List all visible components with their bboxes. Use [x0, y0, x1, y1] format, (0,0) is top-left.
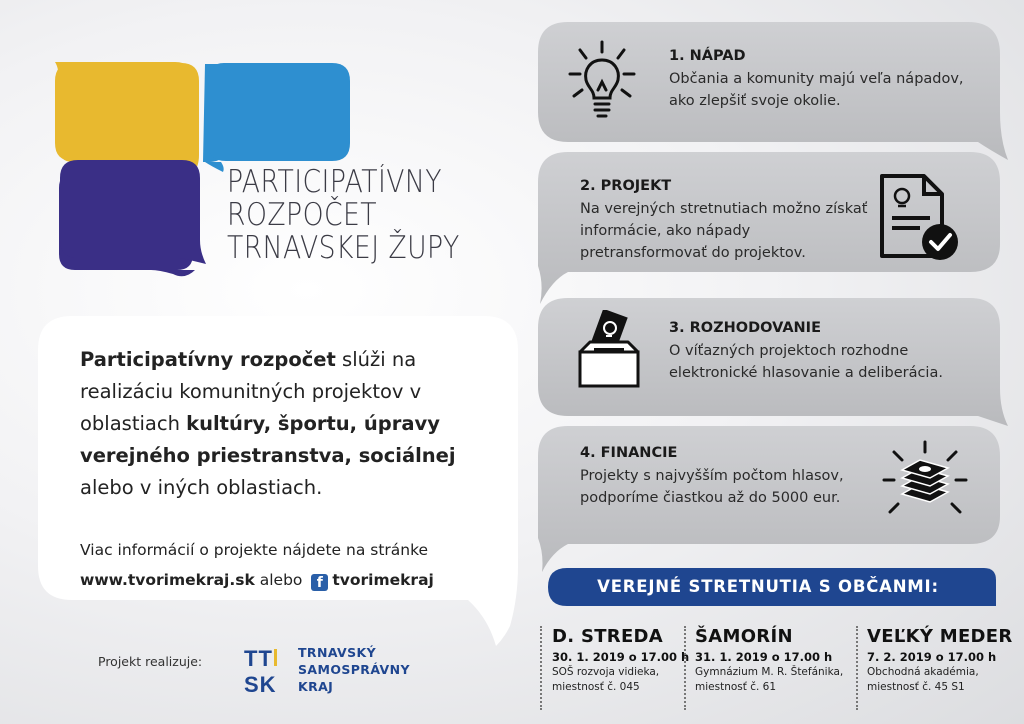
meeting-dunajska-streda: [552, 626, 702, 695]
step-projekt: [580, 178, 870, 264]
info-paragraph: [80, 344, 480, 504]
meeting-3-place-line-2: miestnosť č. 45 S1: [867, 681, 965, 693]
logo-navy-bubble: [60, 160, 210, 270]
meeting-divider: [856, 626, 858, 710]
logo-title-line-2: ROZPOČET: [227, 197, 378, 233]
meeting-1-place-line-2: miestnosť č. 045: [552, 681, 640, 693]
money-stack-icon: [880, 440, 970, 520]
meeting-2-city: ŠAMORÍN: [695, 626, 793, 647]
svg-text:TT: TT: [244, 646, 273, 671]
logo-yellow-bubble: [55, 63, 205, 173]
more-info-line: Viac informácií o projekte nájdete na stránke: [80, 541, 429, 559]
svg-text:SK: SK: [244, 672, 277, 696]
website-link[interactable]: www.tvorimekraj.sk: [80, 571, 255, 589]
meeting-divider: [684, 626, 686, 710]
info-highlight-title: Participatívny rozpočet: [80, 348, 336, 371]
meeting-1-city: D. STREDA: [552, 626, 664, 647]
meeting-3-date: 7. 2. 2019 o 17.00 h: [867, 650, 997, 664]
meeting-divider: [540, 626, 542, 710]
step-4-title: 4. FINANCIE: [580, 445, 678, 461]
more-info: [80, 535, 500, 595]
logo-title: [227, 166, 485, 265]
lightbulb-icon: [568, 40, 636, 125]
step-4-desc: Projekty s najvyšším počtom hlasov, podporíme čiastkou až do 5000 eur.: [580, 468, 844, 506]
info-text-1: slúži na realizáciu komunitných projektov v oblastiach: [80, 348, 422, 435]
meeting-2-date: 31. 1. 2019 o 17.00 h: [695, 650, 833, 664]
meeting-2-place-line-2: miestnosť č. 61: [695, 681, 777, 693]
meeting-1-date: 30. 1. 2019 o 17.00 h: [552, 650, 690, 664]
or-text: alebo: [254, 571, 308, 589]
step-financie: [580, 445, 880, 509]
project-by-label: Projekt realizuje:: [98, 654, 203, 669]
step-2-desc: Na verejných stretnutiach možno získať informácie, ako nápady pretransformovať do projektov.: [580, 201, 868, 261]
step-1-title: 1. NÁPAD: [669, 48, 746, 64]
meetings-banner-title: VEREJNÉ STRETNUTIA S OBČANMI:: [597, 577, 939, 596]
meeting-1-place-line-1: SOŠ rozvoja vidieka,: [552, 666, 660, 678]
ttsk-line-1: TRNAVSKÝ: [298, 645, 377, 660]
step-3-title: 3. ROZHODOVANIE: [669, 320, 821, 336]
meeting-3-city: VEĽKÝ MEDER: [867, 626, 1013, 647]
ttsk-line-2: SAMOSPRÁVNY: [298, 662, 410, 677]
meeting-2-place-line-1: Gymnázium M. R. Štefánika,: [695, 666, 844, 678]
ttsk-name: [298, 644, 410, 695]
ttsk-line-3: KRAJ: [298, 679, 334, 694]
meeting-samorin: [695, 626, 845, 695]
step-3-desc: O víťazných projektoch rozhodne elektronické hlasovanie a deliberácia.: [669, 343, 943, 381]
document-check-icon: [876, 172, 966, 262]
info-highlight-areas: kultúry, športu, úpravy verejného priestranstva, sociálnej: [80, 412, 456, 467]
info-text-2: alebo v iných oblastiach.: [80, 476, 323, 499]
logo-title-line-3: TRNAVSKEJ ŽUPY: [227, 230, 460, 266]
step-napad: [669, 48, 989, 112]
facebook-icon: f: [311, 574, 328, 591]
step-2-title: 2. PROJEKT: [580, 178, 672, 194]
step-rozhodovanie: [669, 320, 989, 384]
meeting-velky-meder: [867, 626, 1017, 695]
logo-title-line-1: PARTICIPATÍVNY: [227, 164, 442, 200]
ttsk-logo: [244, 644, 290, 696]
logo-blue-bubble: [204, 63, 354, 173]
step-1-desc: Občania a komunity majú veľa nápadov, ako zlepšiť svoje okolie.: [669, 71, 964, 109]
ballot-box-icon: [576, 310, 642, 392]
facebook-link[interactable]: tvorimekraj: [332, 571, 434, 589]
meeting-3-place-line-1: Obchodná akadémia,: [867, 666, 979, 678]
